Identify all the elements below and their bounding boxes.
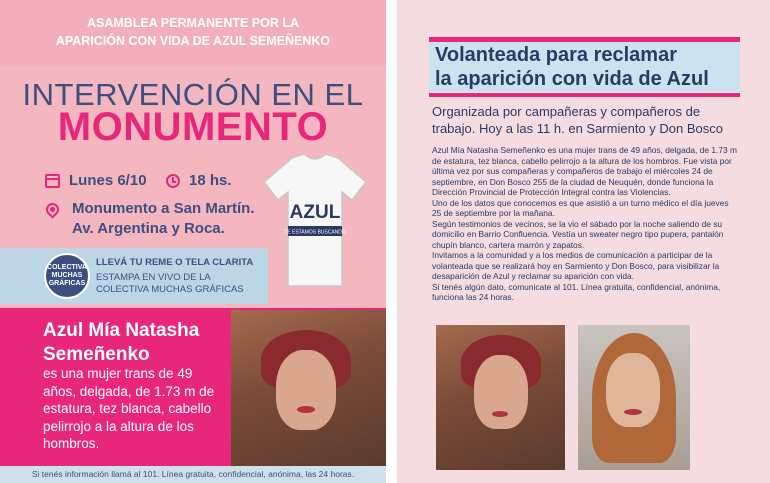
clock-icon [166,174,180,188]
right-subtitle-line-2: trabajo. Hoy a las 11 h. en Sarmiento y Don Bosco [432,121,723,136]
body-paragraph: Uno de los datos que conocemos es que asistió a un turno médico el día jueves 25 de septiembre por la mañana. [432,197,729,218]
footer-bar [0,466,386,483]
title-bottom-rule [429,93,740,97]
place-line-1: Monumento a San Martín. [72,200,255,217]
body-paragraph: Según testimonios de vecinos, se la vio el sábado por la noche saliendo de su domicilio en Barrio Confluencia. Vestía un sweater negro tipo pupera, pantalón chupín blanco, cartera marrón y zapatos. [432,218,724,250]
body-paragraph: Si tenés algún dato, comunicate al 101. Línea gratuita, confidencial, anónima, funciona las 24 horas. [432,281,721,302]
date-row [45,172,147,189]
collective-logo-text: COLECTIVA MUCHAS GRÁFICAS [47,264,87,287]
right-title-line-1: Volanteada para reclamar [435,44,677,66]
stamp-heading: LLEVÁ TU REME O TELA CLARITA [96,257,254,268]
person-photo [231,310,386,466]
tshirt-text: AZUL [289,202,341,223]
time-row [166,172,232,189]
body-paragraph: Invitamos a la comunidad y a los medios de comunicación a participar de la volanteada que se realizará hoy en Sarmiento y Don Bosco, para visibilizar la desaparición de Azul y reclamar su aparición con vida. [432,250,720,281]
flyer-title-line-1: INTERVENCIÓN EN EL [22,77,364,112]
right-body-text [432,145,738,303]
tshirt-image [262,152,368,292]
tshirt-banner: TE ESTAMOS BUSCANDO [284,229,346,236]
stamp-line-1: ESTAMPA EN VIVO DE LA [96,272,211,283]
flyer-title-line-2: MONUMENTO [57,105,329,149]
stamp-line-2: COLECTIVA MUCHAS GRÁFICAS [96,284,244,295]
person-photo-2 [578,325,690,470]
person-description: es una mujer trans de 49 años, delgada, de 1.73 m de estatura, tez blanca, cabello pelirrojo a la altura de los hombros. [43,366,215,451]
header-band [0,0,386,66]
event-date: Lunes 6/10 [69,172,147,189]
person-name-line-1: Azul Mía Natasha [43,320,200,341]
collective-logo [44,253,90,299]
calendar-icon [45,174,60,188]
body-paragraph: Azul Mía Natasha Semeñenko es una mujer trans de 49 años, delgada, de 1.73 m de estatura, tez blanca, cabello pelirrojo a la altura de los hombros. Fue vista por última vez por sus compañeras y compañeros de trabajo el miércoles 24 de septiembre, en Don Bosco 255 de la ciudad de Neuquén, donde funciona la Dirección Provincial de Protección Integral contra las Violencias. [432,145,737,197]
header-line-1: ASAMBLEA PERMANENTE POR LA [86,16,300,30]
place-line-2: Av. Argentina y Roca. [72,220,225,237]
right-subtitle-line-1: Organizada por campañeras y compañeros de [432,104,701,119]
right-title-line-2: la aparición con vida de Azul [435,68,709,90]
event-time: 18 hs. [189,172,232,189]
footer-text: Si tenés información llamá al 101. Línea gratuita, confidencial, anónima, las 24 horas. [31,469,355,479]
location-pin-icon [43,200,61,218]
header-line-2: APARICIÓN CON VIDA DE AZUL SEMEÑENKO [55,34,331,48]
person-name-line-2: Semeñenko [43,344,150,365]
person-photo-1 [436,325,565,470]
